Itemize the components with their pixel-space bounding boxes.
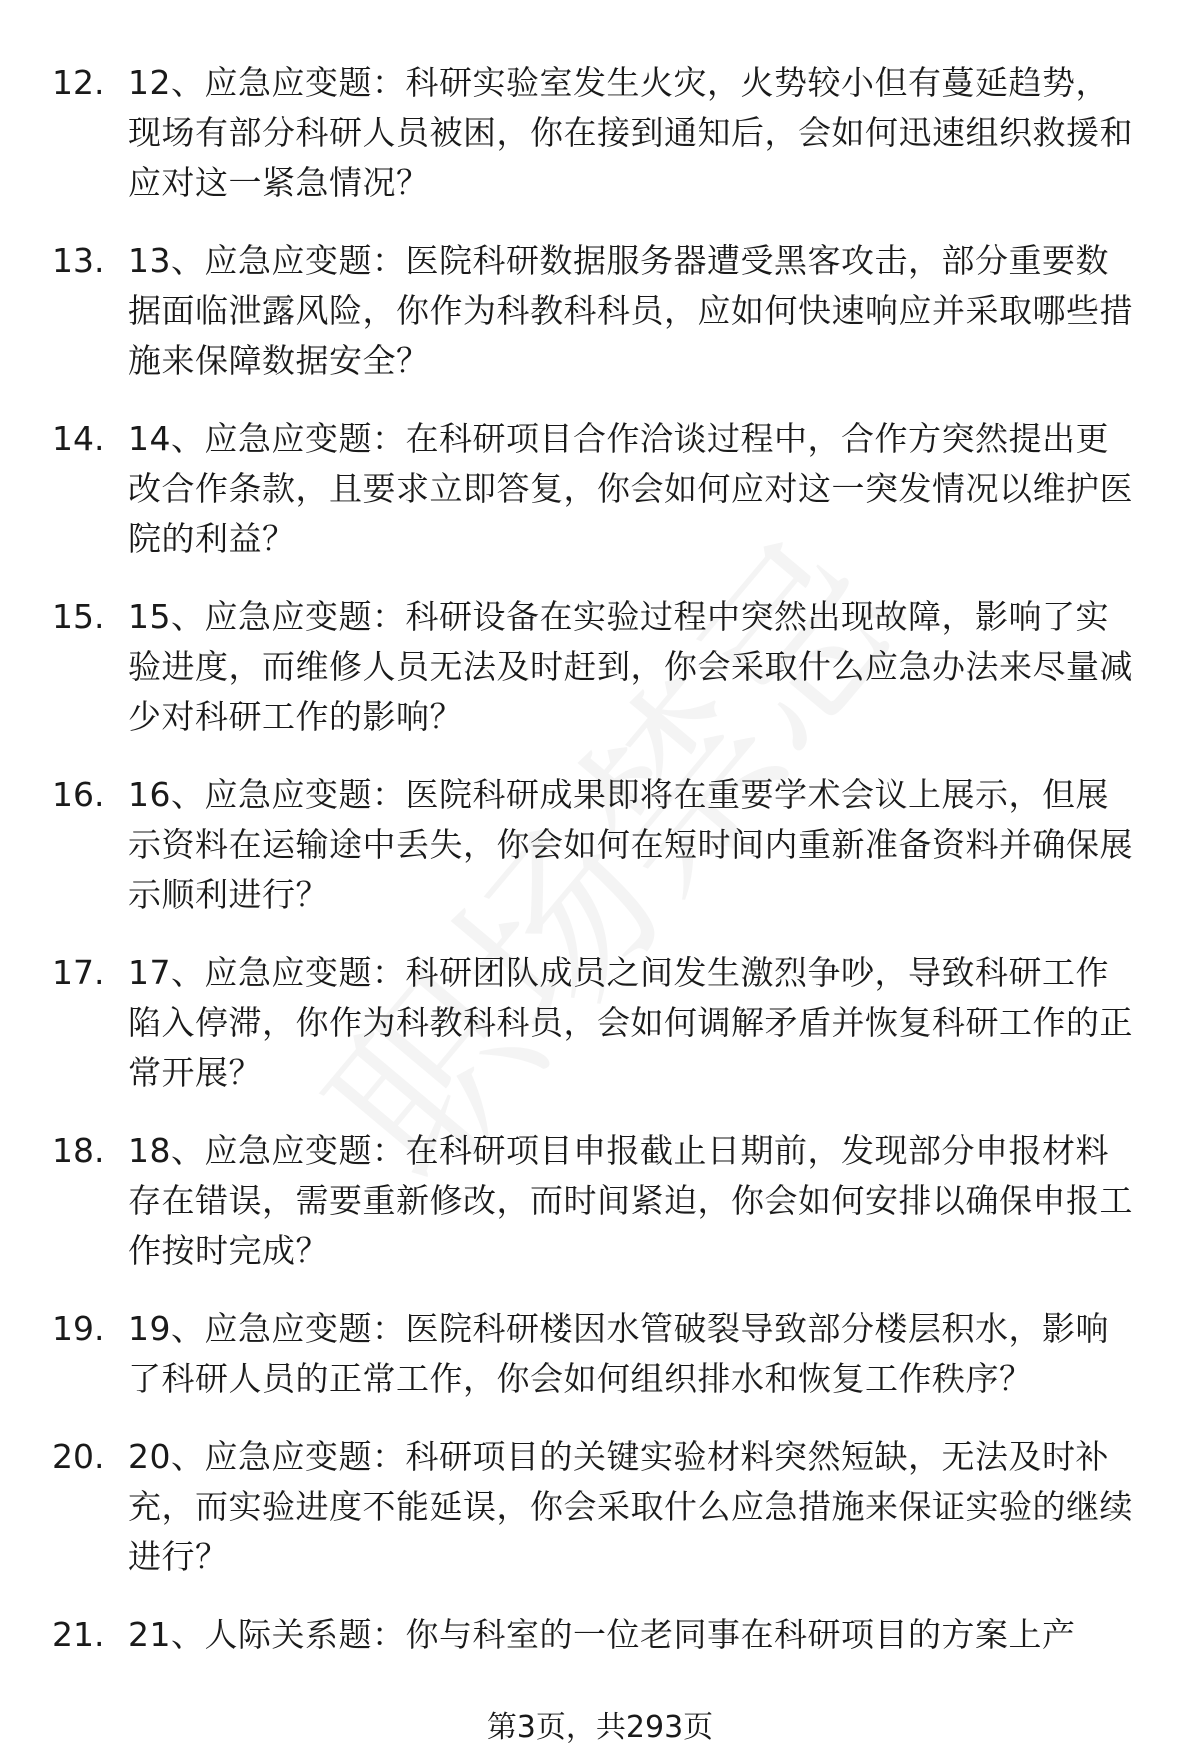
question-text: 20、应急应变题：科研项目的关键实验材料突然短缺，无法及时补充，而实验进度不能延误，你会采取什么应急措施来保证实验的继续进行？ [128,1437,1133,1576]
question-item [52,1432,1152,1582]
question-list [52,58,1152,1688]
question-item [52,770,1152,920]
question-text: 13、应急应变题：医院科研数据服务器遭受黑客攻击，部分重要数据面临泄露风险，你作为科教科科员，应如何快速响应并采取哪些措施来保障数据安全？ [128,241,1133,380]
question-text: 12、应急应变题：科研实验室发生火灾，火势较小但有蔓延趋势，现场有部分科研人员被困，你在接到通知后，会如何迅速组织救援和应对这一紧急情况？ [128,63,1133,202]
question-item [52,1126,1152,1276]
question-item [52,58,1152,208]
question-number: 15. [52,597,105,636]
question-text: 16、应急应变题：医院科研成果即将在重要学术会议上展示，但展示资料在运输途中丢失，你会如何在短时间内重新准备资料并确保展示顺利进行？ [128,775,1133,914]
question-item [52,1610,1152,1660]
question-text: 18、应急应变题：在科研项目申报截止日期前，发现部分申报材料存在错误，需要重新修改，而时间紧迫，你会如何安排以确保申报工作按时完成？ [128,1131,1133,1270]
question-item [52,414,1152,564]
question-text: 17、应急应变题：科研团队成员之间发生激烈争吵，导致科研工作陷入停滞，你作为科教科科员，会如何调解矛盾并恢复科研工作的正常开展？ [128,953,1133,1092]
question-number: 19. [52,1309,105,1348]
question-item [52,948,1152,1098]
question-number: 14. [52,419,105,458]
question-text: 19、应急应变题：医院科研楼因水管破裂导致部分楼层积水，影响了科研人员的正常工作，你会如何组织排水和恢复工作秩序？ [128,1309,1109,1398]
question-number: 20. [52,1437,105,1476]
question-number: 16. [52,775,105,814]
page-footer: 第3页，共293页 [486,1710,714,1745]
question-number: 13. [52,241,105,280]
question-number: 18. [52,1131,105,1170]
question-item [52,1304,1152,1404]
question-item [52,592,1152,742]
question-item [52,236,1152,386]
question-text: 15、应急应变题：科研设备在实验过程中突然出现故障，影响了实验进度，而维修人员无法及时赶到，你会采取什么应急办法来尽量减少对科研工作的影响？ [128,597,1133,736]
question-text: 21、人际关系题：你与科室的一位老同事在科研项目的方案上产 [128,1615,1076,1654]
question-number: 12. [52,63,105,102]
question-number: 21. [52,1615,105,1654]
question-number: 17. [52,953,105,992]
question-text: 14、应急应变题：在科研项目合作洽谈过程中，合作方突然提出更改合作条款，且要求立即答复，你会如何应对这一突发情况以维护医院的利益？ [128,419,1133,558]
